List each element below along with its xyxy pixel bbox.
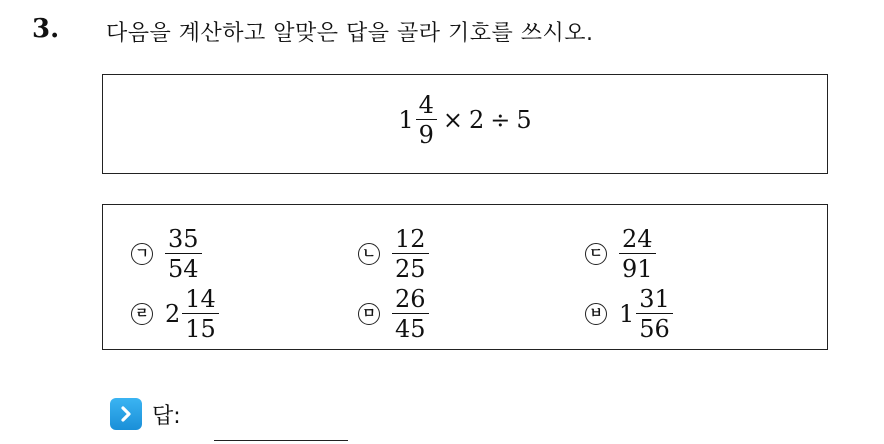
choice-marker: ㄹ — [131, 303, 153, 325]
choice-marker: ㄴ — [358, 243, 380, 265]
choice-1[interactable] — [131, 227, 202, 281]
choice-whole: 1 — [619, 300, 635, 328]
expression-numerator: 4 — [418, 91, 434, 119]
choice-fraction — [392, 287, 429, 341]
choice-numerator: 14 — [185, 285, 216, 313]
choice-numerator: 24 — [622, 225, 653, 253]
choice-fraction — [636, 287, 673, 341]
choice-whole: 2 — [165, 300, 181, 328]
multiply-operator: × — [442, 106, 463, 134]
expression-denominator: 9 — [416, 119, 437, 147]
choice-numerator: 26 — [395, 285, 426, 313]
expression-box — [102, 74, 828, 174]
choice-numerator: 31 — [639, 285, 670, 313]
divide-operator: ÷ — [490, 106, 511, 134]
choice-denominator: 25 — [392, 253, 429, 281]
choice-2[interactable] — [358, 227, 429, 281]
choice-3[interactable] — [585, 227, 656, 281]
choice-numerator: 12 — [395, 225, 426, 253]
choice-numerator: 35 — [168, 225, 199, 253]
answer-label: 답: — [152, 403, 181, 429]
choice-4[interactable] — [131, 287, 219, 341]
choice-5[interactable] — [358, 287, 429, 341]
choice-denominator: 56 — [636, 313, 673, 341]
answer-blank[interactable] — [214, 440, 348, 441]
choice-fraction — [619, 227, 656, 281]
choice-fraction — [182, 287, 219, 341]
choice-denominator: 91 — [619, 253, 656, 281]
choice-6[interactable] — [585, 287, 673, 341]
choice-denominator: 54 — [165, 253, 202, 281]
expression — [103, 93, 827, 147]
expression-operand-2: 2 — [469, 106, 485, 134]
question-number: 3. — [32, 14, 60, 44]
choice-fraction — [165, 227, 202, 281]
chevron-right-icon — [110, 398, 142, 430]
choice-marker: ㄷ — [585, 243, 607, 265]
expression-fraction — [416, 93, 437, 147]
answer-row — [110, 398, 181, 430]
expression-operand-3: 5 — [516, 106, 532, 134]
expression-whole: 1 — [398, 106, 414, 134]
choice-denominator: 15 — [182, 313, 219, 341]
choice-denominator: 45 — [392, 313, 429, 341]
choices-box — [102, 204, 828, 350]
choice-marker: ㄱ — [131, 243, 153, 265]
choice-marker: ㅂ — [585, 303, 607, 325]
question-text: 다음을 계산하고 알맞은 답을 골라 기호를 쓰시오. — [106, 21, 594, 46]
choice-marker: ㅁ — [358, 303, 380, 325]
choice-fraction — [392, 227, 429, 281]
